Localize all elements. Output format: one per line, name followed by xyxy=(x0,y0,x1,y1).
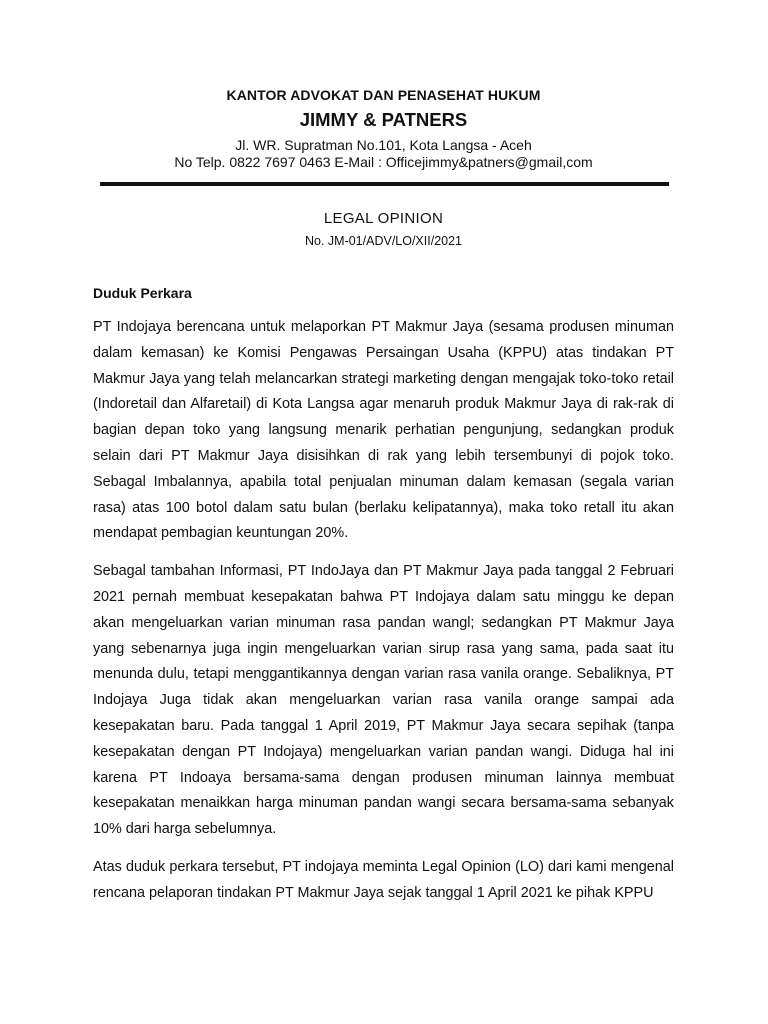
section-heading: Duduk Perkara xyxy=(93,285,192,301)
firm-contact: No Telp. 0822 7697 0463 E-Mail : Officejimmy&patners@gmail,com xyxy=(174,154,593,170)
letterhead-divider xyxy=(100,182,669,186)
firm-name: JIMMY & PATNERS xyxy=(299,109,468,130)
document-number: No. JM-01/ADV/LO/XII/2021 xyxy=(304,234,462,248)
paragraph-3: Atas duduk perkara tersebut, PT indojaya meminta Legal Opinion (LO) dari kami mengenal rencana pelaporan tindakan PT Makmur Jaya sejak tanggal 1 April 2021 ke pihak KPPU xyxy=(93,858,674,901)
paragraph-2: Sebagal tambahan Informasi, PT IndoJaya dan PT Makmur Jaya pada tanggal 2 Februari 2021 pernah membuat kesepakatan bahwa PT Indojaya dalam satu minggu ke depan akan mengeluarkan varian minuman rasa pandan wangl; sedangkan PT Makmur Jaya yang sebenarnya juga ingin mengeluarkan varian sirup rasa yang sama, pada saat itu menunda dulu, tetapi menggantikannya dengan varian rasa vanila orange. Sebaliknya, PT Indojaya Juga tidak akan mengeluarkan varian rasa vanila orange sampai ada kesepakatan baru. Pada tanggal 1 April 2019, PT Makmur Jaya secara sepihak (tanpa kesepakatan dengan PT Indojaya) mengeluarkan varian pandan wangi. Diduga hal ini karena PT Indoaya bersama-sama dengan produsen minuman lainnya membuat kesepakatan menaikkan harga minuman pandan wangi secara bersama-sama sebanyak 10% dari harga sebelumnya. xyxy=(93,563,674,838)
paragraph-1: PT Indojaya berencana untuk melaporkan PT Makmur Jaya (sesama produsen minuman dalam kemasan) ke Komisi Pengawas Persaingan Usaha (KPPU) atas tindakan PT Makmur Jaya yang telah melancarkan strategi marketing dengan mengajak toko-toko retail (Indoretail dan Alfaretail) di Kota Langsa agar menaruh produk Makmur Jaya di rak-rak di bagian depan toko yang langsung menarik perhatian pengunjung, sedangkan produk selain dari PT Makmur Jaya disisihkan di rak yang lebih tersembunyi di pojok toko. Sebagal Imbalannya, apabila total penjualan minuman dalam kemasan (segala varian rasa) atas 100 botol dalam satu bulan (berlaku kelipatannya), maka toko retall itu akan mendapat pembagian keuntungan 20%. xyxy=(93,319,674,542)
office-name: KANTOR ADVOKAT DAN PENASEHAT HUKUM xyxy=(226,87,541,103)
firm-address: Jl. WR. Supratman No.101, Kota Langsa - Aceh xyxy=(235,137,532,153)
letterhead xyxy=(93,86,674,171)
document-title: LEGAL OPINION xyxy=(323,210,444,227)
